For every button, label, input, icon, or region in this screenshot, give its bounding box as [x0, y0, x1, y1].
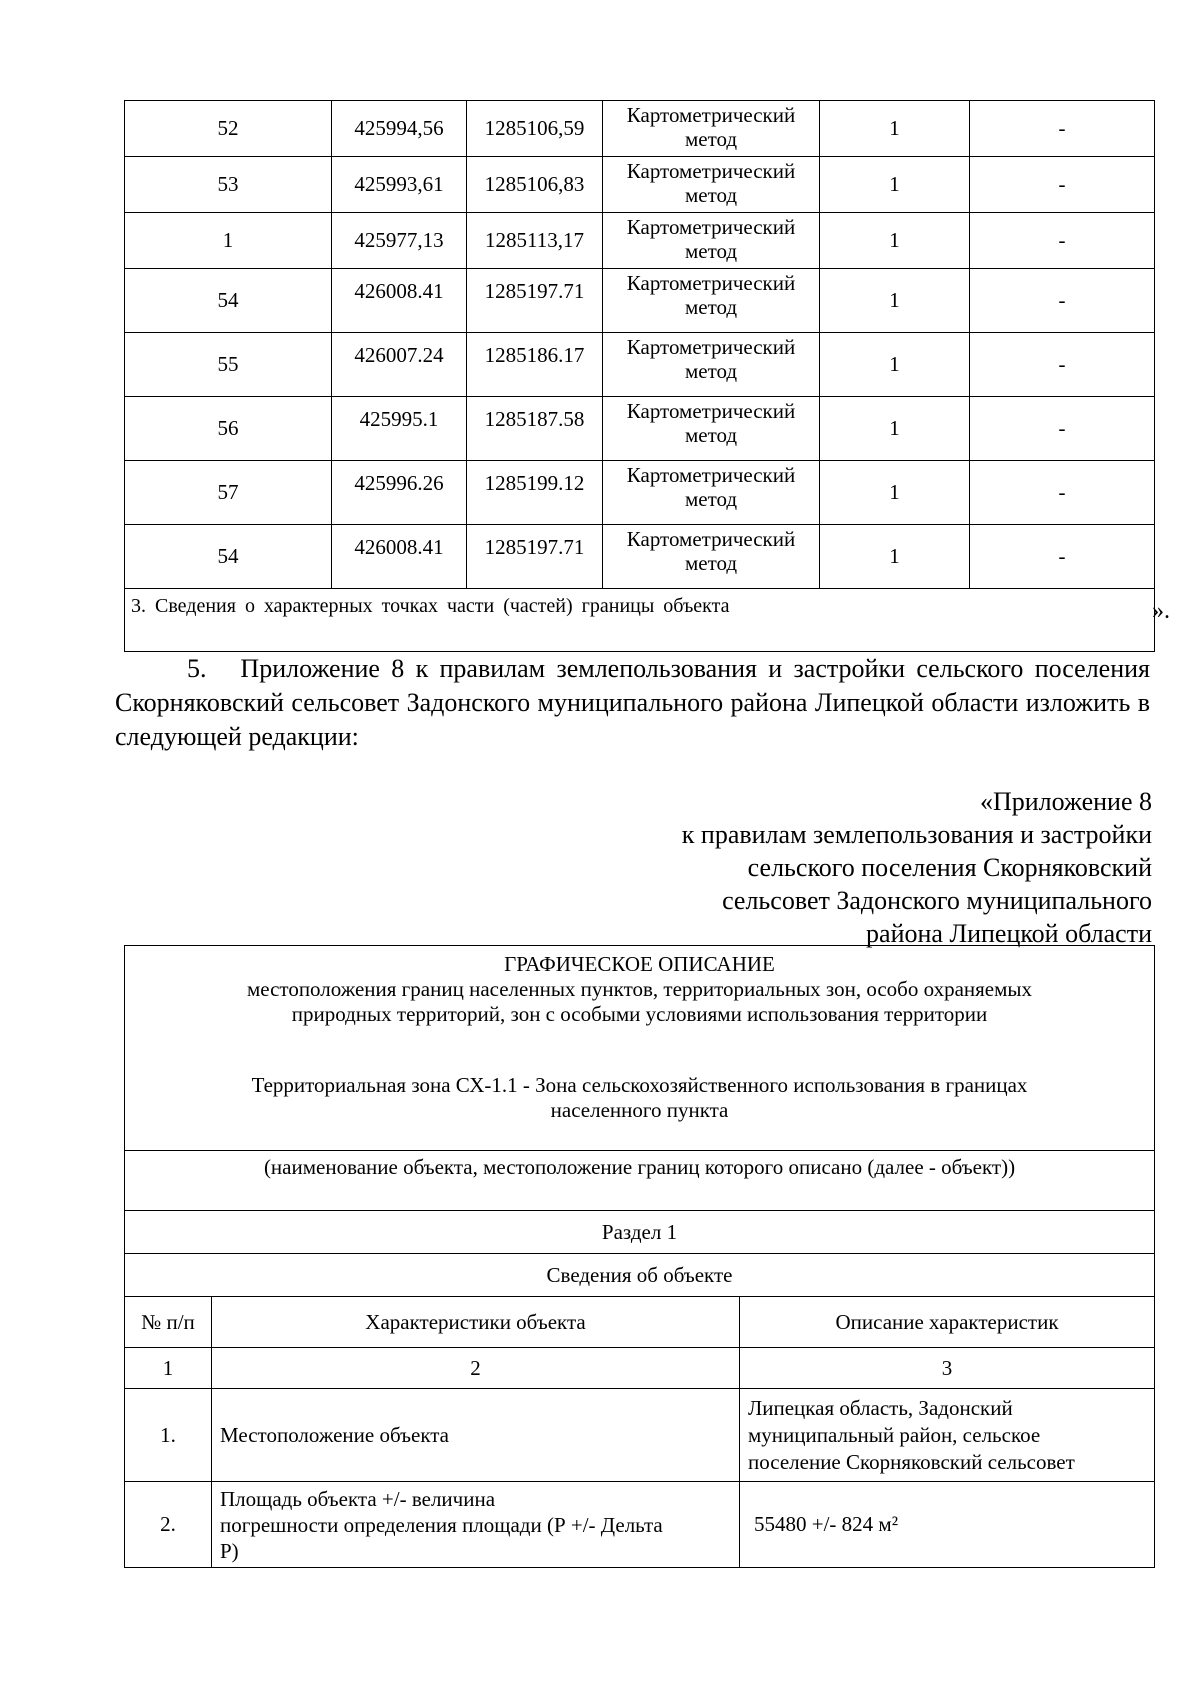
note: -: [970, 525, 1155, 589]
char-line: Площадь объекта +/- величина: [220, 1486, 496, 1511]
row-num: 1.: [125, 1389, 212, 1482]
method: Картометрический метод: [603, 333, 820, 397]
coord-y: 1285197.71: [467, 525, 603, 589]
coord-y: 1285186.17: [467, 333, 603, 397]
accuracy: 1: [820, 101, 970, 157]
table-row: [125, 1389, 1155, 1482]
coord-row: [125, 333, 1155, 397]
coord-y: 1285199.12: [467, 461, 603, 525]
coord-x: 426008.41: [332, 269, 467, 333]
section-label: Раздел 1: [125, 1211, 1155, 1254]
coord-row: [125, 525, 1155, 589]
point-number: 54: [125, 525, 332, 589]
row-characteristic: Местоположение объекта: [212, 1389, 740, 1482]
desc-line: муниципальный район, сельское: [748, 1422, 1041, 1447]
row-characteristic: [212, 1482, 740, 1568]
point-number: 1: [125, 213, 332, 269]
description-title-block: [125, 946, 1155, 1151]
appendix-line: района Липецкой области: [866, 919, 1152, 948]
description-subtitle: природных территорий, зон с особыми условиями использования территории: [291, 1002, 988, 1026]
accuracy: 1: [820, 269, 970, 333]
coord-row: [125, 213, 1155, 269]
index-cell: 3: [740, 1348, 1155, 1389]
point-number: 54: [125, 269, 332, 333]
accuracy: 1: [820, 397, 970, 461]
coordinates-table: [124, 100, 1155, 652]
note: -: [970, 397, 1155, 461]
table-row: [125, 1482, 1155, 1568]
coord-row: [125, 461, 1155, 525]
method: Картометрический метод: [603, 397, 820, 461]
note: -: [970, 269, 1155, 333]
accuracy: 1: [820, 461, 970, 525]
header-description: Описание характеристик: [740, 1297, 1155, 1348]
paragraph-number: 5.: [187, 654, 207, 683]
accuracy: 1: [820, 213, 970, 269]
description-title: ГРАФИЧЕСКОЕ ОПИСАНИЕ: [504, 952, 775, 976]
coord-y: 1285106,83: [467, 157, 603, 213]
appendix-line: сельского поселения Скорняковский: [747, 853, 1152, 882]
row-description: [740, 1389, 1155, 1482]
note: -: [970, 333, 1155, 397]
paragraph-text: Приложение 8 к правилам землепользования и застройки сельского поселения Скорняковский сельсовет Задонского муниципального района Липецкой области изложить в следующей редакции:: [115, 654, 1150, 751]
appendix-header: [682, 785, 1152, 950]
coord-row: [125, 269, 1155, 333]
method: Картометрический метод: [603, 269, 820, 333]
index-cell: 1: [125, 1348, 212, 1389]
coord-row: [125, 101, 1155, 157]
coord-y: 1285187.58: [467, 397, 603, 461]
object-name-caption: (наименование объекта, местоположение границ которого описано (далее - объект)): [125, 1151, 1155, 1211]
method: Картометрический метод: [603, 157, 820, 213]
header-num: № п/п: [125, 1297, 212, 1348]
method: Картометрический метод: [603, 461, 820, 525]
char-line: Р): [220, 1538, 239, 1563]
header-characteristic: Характеристики объекта: [212, 1297, 740, 1348]
appendix-line: к правилам землепользования и застройки: [681, 820, 1152, 849]
note: -: [970, 157, 1155, 213]
zone-name: Территориальная зона СХ-1.1 - Зона сельскохозяйственного использования в границах: [251, 1073, 1028, 1097]
coord-x: 425994,56: [332, 101, 467, 157]
closing-quote: ».: [1152, 598, 1170, 624]
method: Картометрический метод: [603, 213, 820, 269]
zone-name: населенного пункта: [550, 1098, 729, 1122]
graphic-description-table: [124, 945, 1155, 1568]
note: -: [970, 213, 1155, 269]
coord-x: 426008.41: [332, 525, 467, 589]
coord-row: [125, 397, 1155, 461]
point-number: 57: [125, 461, 332, 525]
accuracy: 1: [820, 333, 970, 397]
desc-line: поселение Скорняковский сельсовет: [748, 1449, 1075, 1474]
point-number: 52: [125, 101, 332, 157]
coord-x: 425995.1: [332, 397, 467, 461]
coord-row: [125, 157, 1155, 213]
appendix-line: «Приложение 8: [979, 787, 1152, 816]
point-number: 56: [125, 397, 332, 461]
note: -: [970, 461, 1155, 525]
accuracy: 1: [820, 157, 970, 213]
row-description: 55480 +/- 824 м²: [740, 1482, 1155, 1568]
point-number: 53: [125, 157, 332, 213]
description-subtitle: местоположения границ населенных пунктов, территориальных зон, особо охраняемых: [246, 977, 1033, 1001]
desc-line: Липецкая область, Задонский: [748, 1395, 1013, 1420]
coord-y: 1285113,17: [467, 213, 603, 269]
coord-y: 1285106,59: [467, 101, 603, 157]
section-title: Сведения об объекте: [125, 1254, 1155, 1297]
coord-x: 425996.26: [332, 461, 467, 525]
method: Картометрический метод: [603, 525, 820, 589]
point-number: 55: [125, 333, 332, 397]
coord-x: 426007.24: [332, 333, 467, 397]
index-cell: 2: [212, 1348, 740, 1389]
coord-x: 425993,61: [332, 157, 467, 213]
method: Картометрический метод: [603, 101, 820, 157]
coord-x: 425977,13: [332, 213, 467, 269]
row-num: 2.: [125, 1482, 212, 1568]
accuracy: 1: [820, 525, 970, 589]
coord-table-footer: 3. Сведения о характерных точках части (частей) границы объекта: [125, 589, 1155, 652]
paragraph-5: [115, 652, 1150, 754]
note: -: [970, 101, 1155, 157]
appendix-line: сельсовет Задонского муниципального: [722, 886, 1152, 915]
coord-y: 1285197.71: [467, 269, 603, 333]
char-line: погрешности определения площади (Р +/- Дельта: [220, 1512, 663, 1537]
